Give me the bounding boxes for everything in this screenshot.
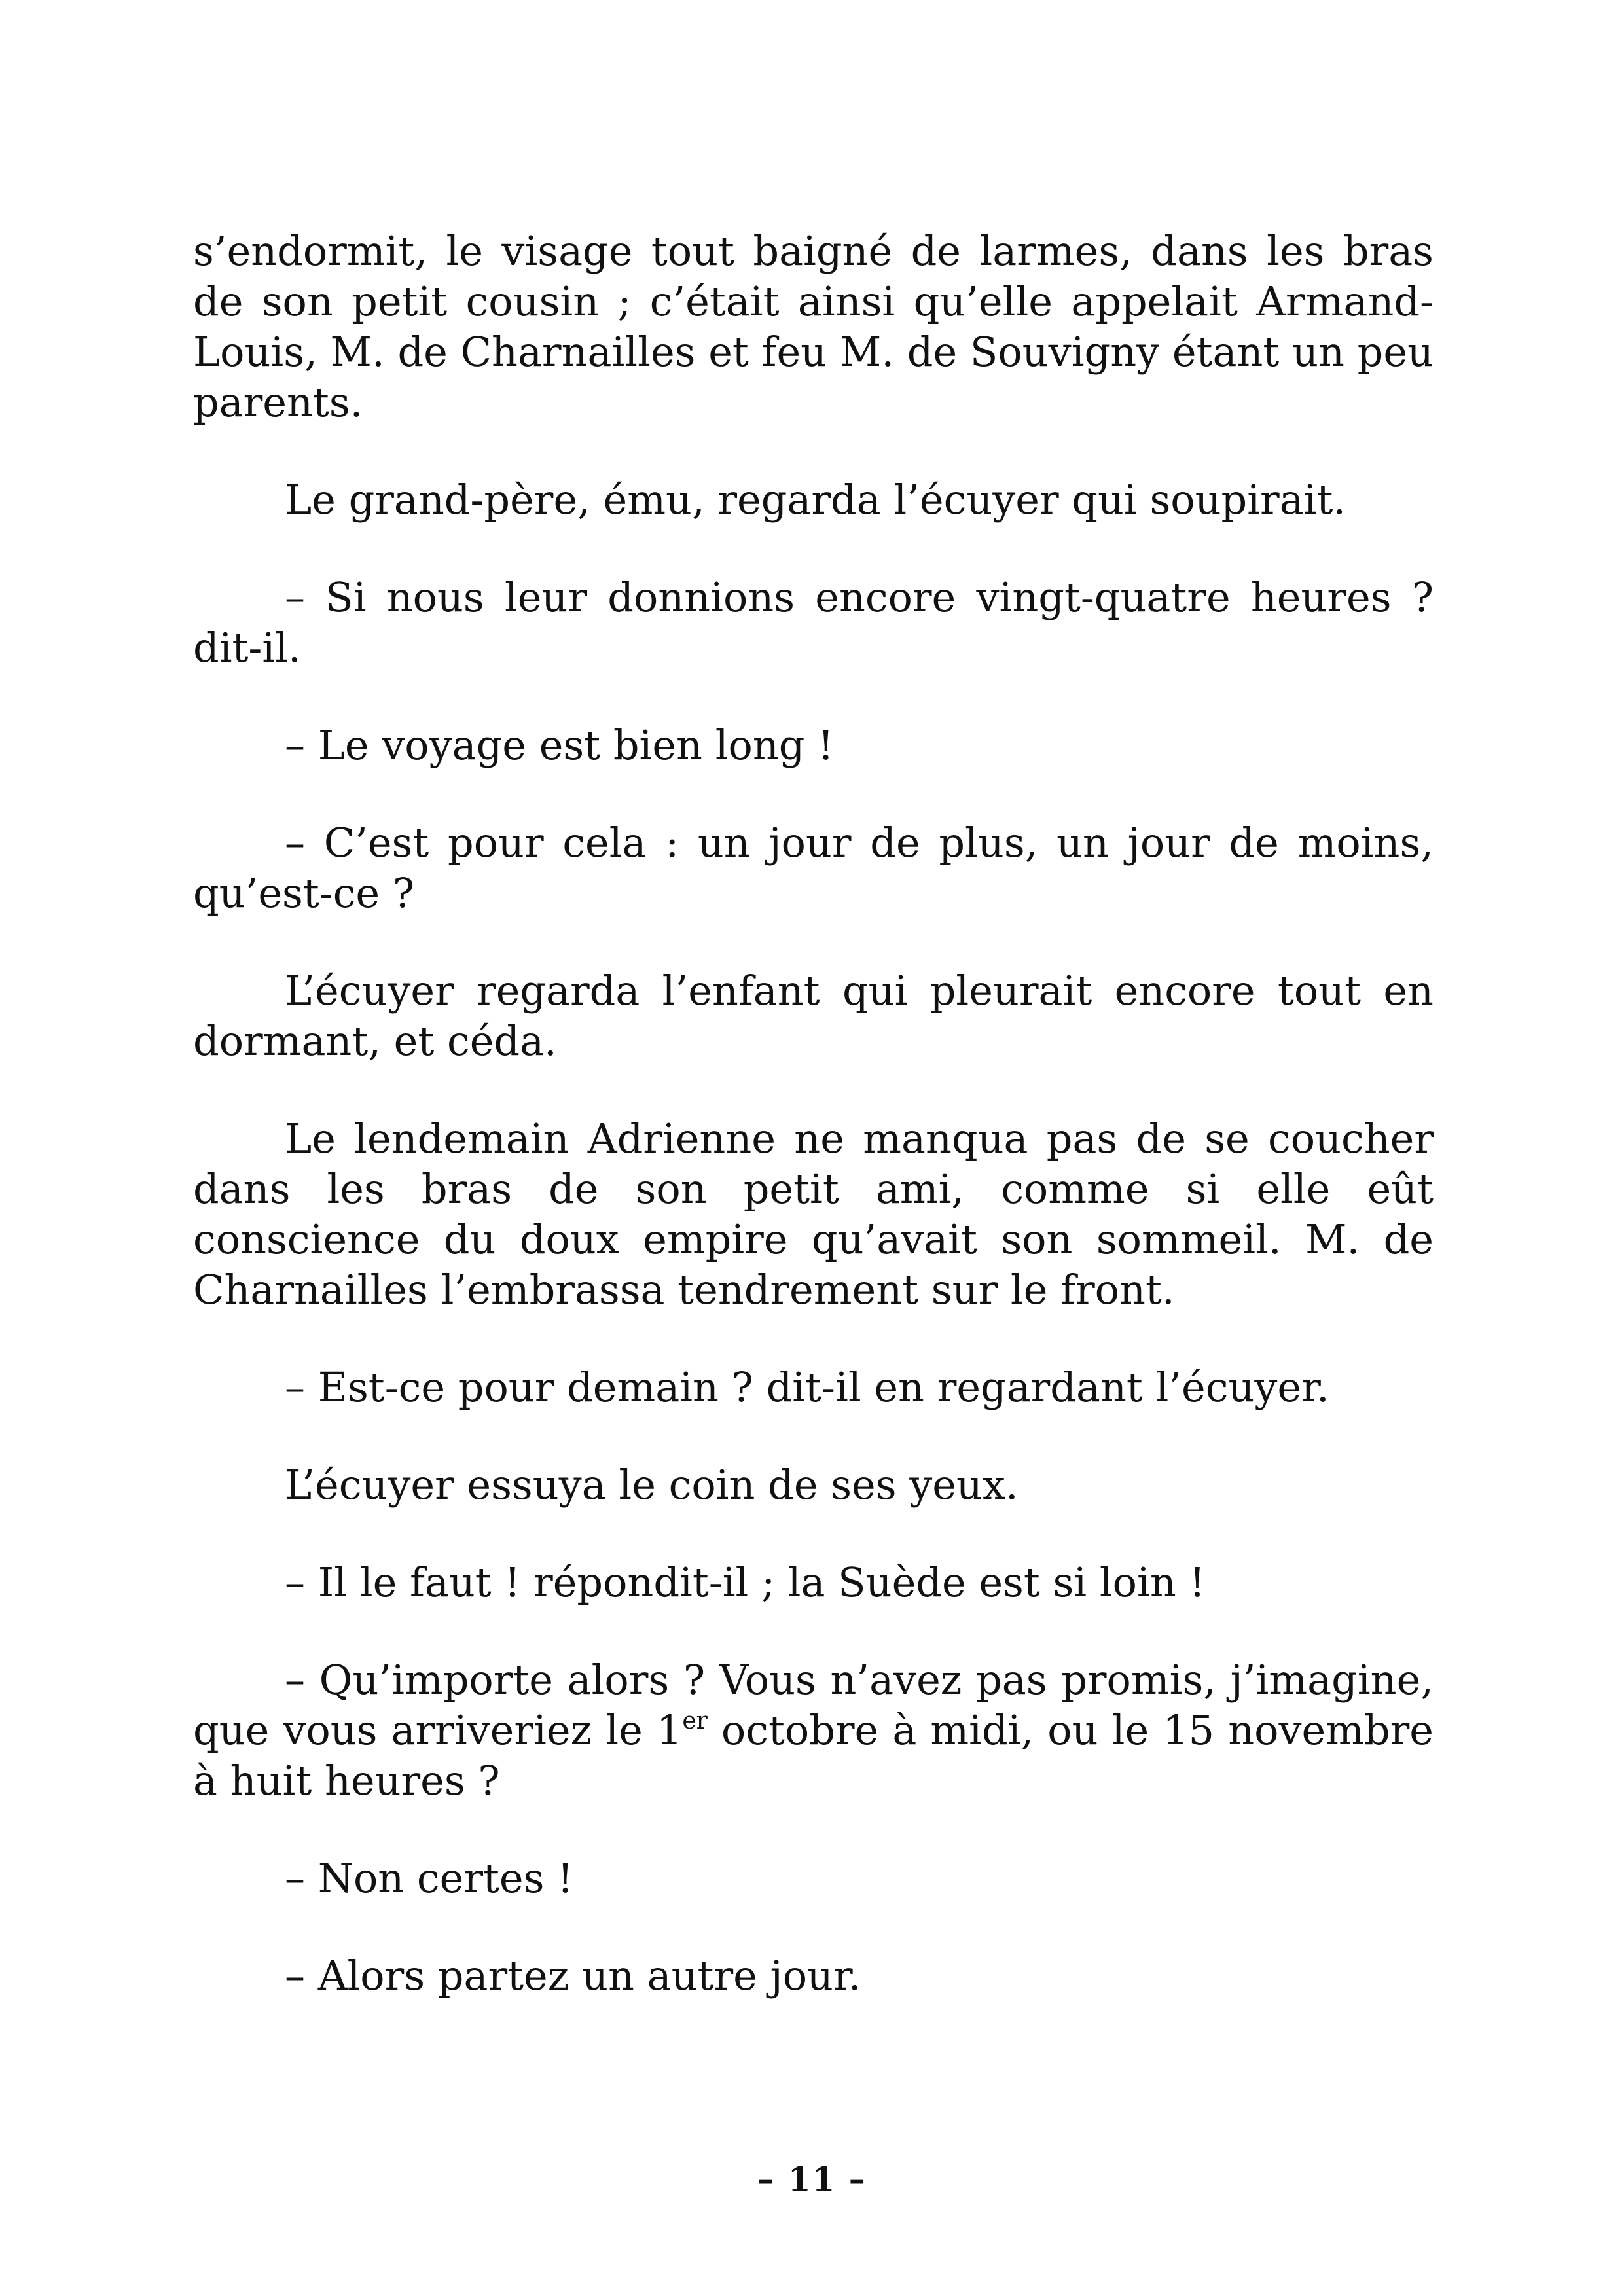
paragraph: Le lendemain Adrienne ne manqua pas de se coucher dans les bras de son petit ami, comme si elle eût conscience du doux empire qu’avait son sommeil. M. de Charnailles l’embrassa tendrement sur le front. (193, 1115, 1434, 1314)
superscript-ordinal: er (682, 1708, 708, 1734)
paragraph-with-superscript (193, 1655, 1434, 1806)
paragraph-text-after: octobre à midi, ou le 15 novembre à huit heures ? (193, 1706, 1434, 1804)
paragraph: – Le voyage est bien long ! (285, 721, 835, 769)
paragraph: – C’est pour cela : un jour de plus, un jour de moins, qu’est-ce ? (193, 819, 1434, 917)
paragraph: Le grand-père, ému, regarda l’écuyer qui soupirait. (285, 476, 1346, 524)
page-body (193, 226, 1434, 2048)
page-number: – 11 – (757, 2160, 867, 2198)
paragraph: s’endormit, le visage tout baigné de larmes, dans les bras de son petit cousin ; c’était ainsi qu’elle appelait Armand-Louis, M. de Charnailles et feu M. de Souvigny étant un peu parents. (193, 227, 1434, 426)
paragraph: – Non certes ! (285, 1854, 574, 1902)
paragraph: – Si nous leur donnions encore vingt-quatre heures ? dit-il. (193, 573, 1434, 672)
paragraph-text-before: – Qu’importe alors ? Vous n’avez pas promis, j’imagine, que vous arriveriez le 1 (193, 1656, 1434, 1754)
paragraph: – Est-ce pour demain ? dit-il en regardant l’écuyer. (285, 1363, 1329, 1411)
paragraph: L’écuyer essuya le coin de ses yeux. (285, 1461, 1019, 1509)
paragraph: – Il le faut ! répondit-il ; la Suède est si loin ! (285, 1558, 1206, 1606)
paragraph: – Alors partez un autre jour. (285, 1952, 861, 2000)
paragraph: L’écuyer regarda l’enfant qui pleurait encore tout en dormant, et céda. (193, 967, 1434, 1065)
